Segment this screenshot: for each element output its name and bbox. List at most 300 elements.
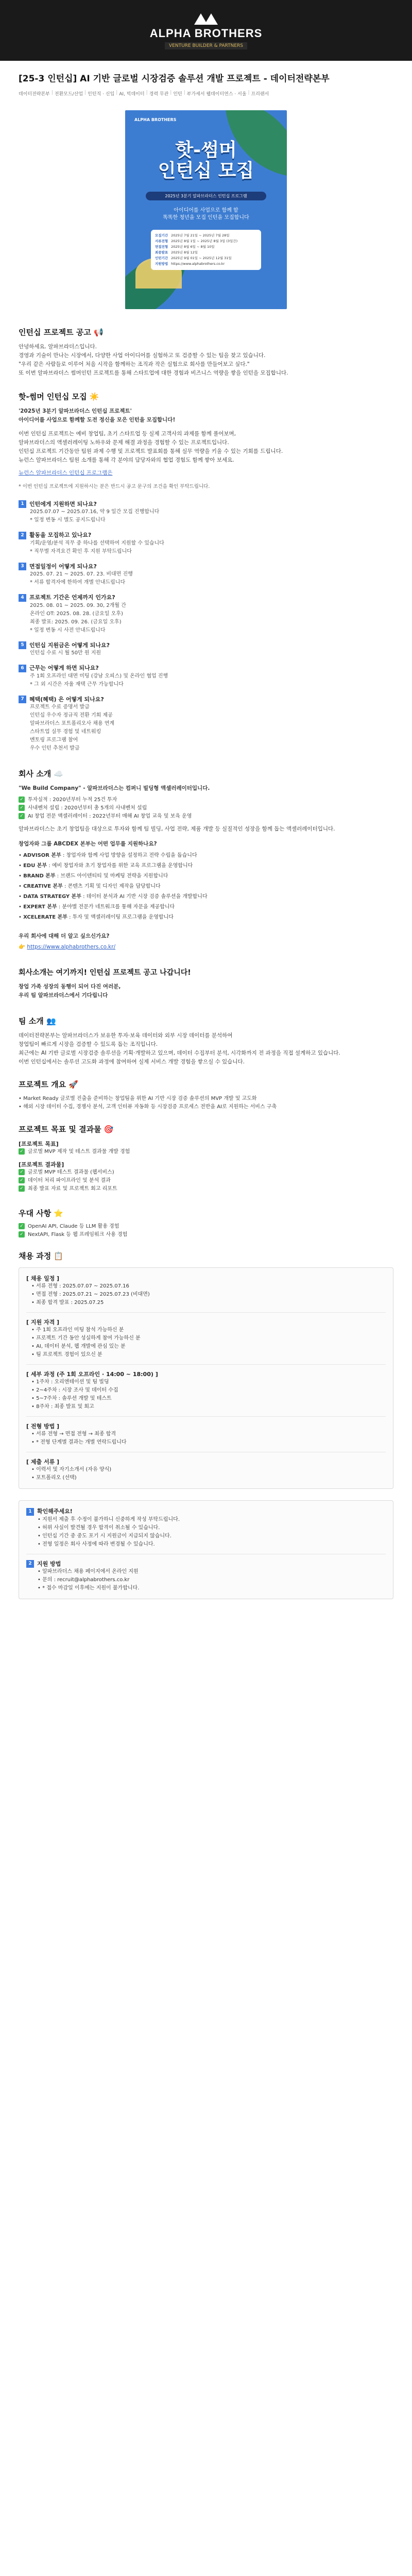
- goals-section: [0, 1124, 412, 1197]
- recruit-heading: 회사소개는 여기까지! 인턴십 프로젝트 공고 나갑니다!: [19, 969, 191, 977]
- intro-line: 안녕하세요. 알파브라더스입니다.: [19, 344, 97, 350]
- bullet-icon: •: [31, 1475, 37, 1481]
- check-icon: ✓: [19, 1169, 25, 1175]
- breadcrumb-item[interactable]: 인턴: [173, 92, 182, 97]
- note-line-text: 문의 : recruit@alphabrothers.co.kr: [42, 1577, 130, 1583]
- faq-answer: * 일정 변동 시 별도 공지드립니다: [30, 517, 106, 523]
- number-badge: 2: [26, 1560, 34, 1568]
- project-item-text: Market Ready 글로벌 진출을 준비하는 창업팀을 위한 AI 기반 시장 검증 솔루션의 MVP 개발 및 고도화: [23, 1096, 257, 1101]
- hiring-item: [26, 1430, 386, 1438]
- poster-schedule-key: 최종발표: [155, 250, 168, 255]
- division-name: EDU 본부: [23, 863, 47, 869]
- bullet-icon: •: [38, 1533, 43, 1539]
- breadcrumb-item[interactable]: 데이터전략본부: [19, 92, 50, 97]
- perks-section: [0, 1208, 412, 1239]
- project-list: [19, 1095, 393, 1111]
- vision-title: 창업자와 그룹 ABCDEX 본부는 어떤 업무를 지원하나요?: [19, 841, 157, 847]
- notes-section: [0, 1500, 412, 1599]
- note-line-text: 전형 일정은 회사 사정에 따라 변경될 수 있습니다.: [42, 1541, 155, 1547]
- bullet-icon: •: [19, 873, 24, 879]
- breadcrumb: [19, 90, 393, 97]
- bullet-icon: •: [31, 1300, 37, 1306]
- note-line: [26, 1532, 386, 1540]
- division-item: [19, 903, 393, 911]
- poster-schedule-row: [155, 244, 257, 250]
- hiring-item: [26, 1378, 386, 1386]
- faq-question: [19, 531, 393, 539]
- check-icon: ✓: [19, 813, 25, 819]
- note-line: [26, 1576, 386, 1584]
- hiring-group-title: [ 지원 자격 ]: [26, 1319, 60, 1326]
- number-badge: 7: [19, 696, 26, 703]
- faq-answer: 최종 발표: 2025. 09. 26. (금요일 오후): [30, 619, 122, 625]
- faq-question-text: 활동을 모집하고 있나요?: [29, 532, 92, 538]
- divider: [26, 1416, 386, 1417]
- faq-answer: 2025. 07. 21 ~ 2025. 07. 23. 비대면 진행: [30, 571, 133, 577]
- goals-heading: 프로젝트 목표 및 결과물 🎯: [19, 1125, 114, 1134]
- poster-schedule-value: https://www.alphabrothers.co.kr: [171, 262, 225, 266]
- check-icon: ✓: [19, 796, 25, 803]
- hiring-item: [26, 1386, 386, 1395]
- hiring-group-title: [ 전형 방법 ]: [26, 1423, 60, 1430]
- recruit-section: [0, 967, 412, 1000]
- bullet-icon: •: [31, 1404, 37, 1410]
- rocket-icon: 🚀: [68, 1080, 79, 1089]
- faq-question: [19, 500, 393, 509]
- company-fact: [19, 796, 393, 804]
- bullet-icon: •: [31, 1283, 37, 1289]
- poster-schedule-value: 2025년 8월 12일: [171, 250, 198, 255]
- hiring-item: [26, 1282, 386, 1291]
- faq-answer: * 일정 변동 시 사전 안내드립니다: [30, 627, 106, 633]
- division-desc: : 창업자와 함께 사업 방향을 설정하고 전략 수립을 돕습니다: [61, 853, 197, 858]
- poster-brand: ALPHA BROTHERS: [134, 117, 177, 122]
- hiring-item: [26, 1351, 386, 1359]
- faq-question: [19, 695, 393, 704]
- company-link[interactable]: https://www.alphabrothers.co.kr/: [27, 944, 116, 950]
- target-icon: 🎯: [104, 1125, 114, 1134]
- bullet-icon: •: [19, 853, 24, 858]
- bullet-icon: •: [38, 1585, 43, 1591]
- summer-line: 알파브라더스의 액셀러레이팅 노하우와 문제 해결 과정을 경험할 수 있는 프로젝트입니다.: [19, 439, 229, 446]
- faq-answer: 스타트업 실무 경험 및 네트워킹: [30, 729, 101, 735]
- faq-question-text: 면접일정이 어떻게 되나요?: [29, 563, 97, 570]
- intro-section: [0, 327, 412, 378]
- faq-item: [19, 664, 393, 689]
- company-fact: [19, 812, 393, 821]
- breadcrumb-item[interactable]: 전환모드/산업: [54, 92, 83, 97]
- note-line: [26, 1568, 386, 1576]
- summer-line: 인턴십 프로젝트 기간동안 팀원 과제 수행 및 프로젝트 발표회를 통해 실무 역량을 키울 수 있는 기회를 드립니다.: [19, 448, 283, 454]
- breadcrumb-item[interactable]: 경력 무관: [149, 92, 169, 97]
- note-title-text: 확인해주세요!: [37, 1508, 73, 1515]
- number-badge: 1: [26, 1508, 34, 1516]
- breadcrumb-item[interactable]: 부가세서 웹데이터연스 · 서울: [186, 92, 247, 97]
- project-heading: 프로젝트 개요 🚀: [19, 1080, 79, 1089]
- goal-item: [19, 1185, 393, 1193]
- breadcrumb-separator: |: [146, 90, 148, 95]
- goal-item: [19, 1148, 393, 1156]
- hiring-group-title: [ 제출 서류 ]: [26, 1459, 60, 1465]
- breadcrumb-separator: |: [51, 90, 53, 95]
- divider: [26, 1364, 386, 1365]
- bullet-icon: •: [19, 863, 24, 869]
- goal-group-title: [프로젝트 결과물]: [19, 1161, 64, 1168]
- bullet-icon: •: [31, 1379, 37, 1385]
- faq-answer: 2025.07.07 ~ 2025.07.16, 약 9 일간 모집 진행합니다: [30, 509, 160, 515]
- poster-headline-line: 인턴십 모집: [158, 160, 254, 181]
- faq-item: [19, 562, 393, 587]
- faq-item: [19, 593, 393, 635]
- bullet-icon: •: [31, 1396, 37, 1401]
- note-title: [26, 1507, 386, 1516]
- poster-pill: 2025년 3분기 알파브라더스 인턴십 프로그램: [146, 192, 266, 200]
- division-item: [19, 872, 393, 880]
- project-item-text: 해외 시장 데이터 수집, 경쟁사 분석, 고객 인터뷰 자동화 등 시장검증 프로세스 전반을 AI로 지원하는 서비스 구축: [23, 1104, 277, 1110]
- post-body: [0, 61, 412, 2576]
- recruit-sub: 우리 팀 알파브라더스에서 기다립니다: [19, 992, 108, 998]
- bullet-icon: •: [31, 1292, 37, 1297]
- poster-schedule-value: 2025년 8월 1일 ~ 2025년 8월 3일 (3일간): [171, 239, 238, 243]
- note-line-text: 지원서 제출 후 수정이 불가하니 신중하게 작성 부탁드립니다.: [42, 1516, 180, 1522]
- hiring-item-text: 최종 합격 발표 : 2025.07.25: [36, 1300, 104, 1306]
- summer-subtitle: '2025년 3분기 알파브라더스 인턴십 프로젝트': [19, 408, 132, 414]
- check-icon: ✓: [19, 1185, 25, 1192]
- company-fact-text: 투자실적 : 2020년부터 누적 25건 투자: [28, 797, 117, 803]
- number-badge: 2: [19, 532, 26, 539]
- check-icon: ✓: [19, 805, 25, 811]
- division-item: [19, 852, 393, 860]
- poster-schedule-row: [155, 250, 257, 256]
- hiring-item-text: 면접 전형 : 2025.07.21 ~ 2025.07.23 (비대면): [36, 1292, 150, 1297]
- team-text: [19, 1031, 393, 1066]
- perk-item-text: NextAPI, Flask 등 웹 프레임워크 사용 경험: [28, 1232, 128, 1238]
- faq-answer: 우수 인턴 추천서 발급: [30, 745, 80, 751]
- hiring-group-title: [ 세부 과정 (주 1회 오프라인 · 14:00 ~ 18:00) ]: [26, 1371, 158, 1378]
- goal-item-text: 데이터 처리 파이프라인 및 분석 결과: [28, 1178, 111, 1183]
- bullet-icon: •: [38, 1541, 43, 1547]
- project-item: [19, 1103, 393, 1111]
- faq-question: [19, 593, 393, 602]
- hiring-item-text: 이력서 및 자기소개서 (자유 양식): [36, 1467, 112, 1472]
- division-desc: : 예비 창업자와 초기 창업자를 위한 교육 프로그램을 운영합니다: [47, 863, 193, 869]
- hiring-item: [26, 1343, 386, 1351]
- company-motto: "We Build Company" - 알파브라더스는 컴퍼니 빌딩형 액셀러레이터입니다.: [19, 785, 210, 791]
- number-badge: 6: [19, 665, 26, 672]
- division-desc: : 데이터 분석과 AI 기반 시장 검증 솔루션을 개발합니다: [81, 894, 208, 900]
- hiring-item: [26, 1334, 386, 1343]
- faq-item: [19, 531, 393, 556]
- breadcrumb-item[interactable]: AI, 빅데이터: [119, 92, 145, 97]
- team-section: [0, 1015, 412, 1066]
- note-line: [26, 1584, 386, 1592]
- hiring-item-text: 팀 프로젝트 경험이 있으신 분: [36, 1352, 102, 1358]
- summer-notice-1: 뉴런스 알파브라더스 인턴십 프로그램은: [19, 470, 113, 476]
- poster-schedule-key: 모집기간: [155, 233, 168, 238]
- division-desc: : 분야별 전문가 네트워크를 통해 자문을 제공합니다: [57, 904, 175, 910]
- poster-schedule-value: 2025년 9월 01일 ~ 2025년 12월 31일: [171, 256, 232, 260]
- note-title-text: 지원 방법: [37, 1560, 61, 1567]
- notes-card: [19, 1500, 393, 1599]
- team-heading: 팀 소개 👥: [19, 1016, 56, 1026]
- poster-schedule-row: [155, 239, 257, 244]
- poster-schedule-value: 2025년 8월 6일 ~ 8월 10일: [171, 245, 215, 249]
- note-line-text: 허위 사실이 발견될 경우 합격이 취소될 수 있습니다.: [42, 1524, 160, 1531]
- faq-question-text: 인턴에게 지원하면 되나요?: [29, 500, 97, 507]
- note-line-text: 인턴십 기간 중 중도 포기 시 지원금이 지급되지 않습니다.: [42, 1533, 171, 1539]
- goal-item-text: 글로벌 MVP 테스트 결과물 (웹서비스): [28, 1170, 114, 1175]
- project-section: [0, 1079, 412, 1111]
- team-line: 최근에는 AI 기반 글로벌 시장검증 솔루션을 기획·개발하고 있으며, 데이터 수집부터 분석, 시각화까지 전 과정을 직접 설계하고 있습니다.: [19, 1050, 340, 1056]
- bullet-icon: •: [38, 1524, 43, 1531]
- check-icon: ✓: [19, 1231, 25, 1238]
- poster-schedule-row: [155, 233, 257, 239]
- faq-answer: * 직무별 자격요건 확인 후 지원 부탁드립니다: [30, 548, 132, 554]
- division-name: ADVISOR 본부: [23, 853, 61, 858]
- note-line: [26, 1524, 386, 1532]
- megaphone-icon: 📢: [94, 328, 104, 337]
- faq-answer: 프로젝트 수료 증명서 발급: [30, 704, 90, 710]
- hiring-item-text: 서류 전형 → 면접 전형 → 최종 합격: [36, 1431, 116, 1437]
- bullet-icon: •: [19, 894, 24, 900]
- hiring-section: [0, 1250, 412, 1489]
- faq-answer: 멘토링 프로그램 참여: [30, 737, 78, 743]
- note-line: [26, 1516, 386, 1524]
- note-line-text: 알파브라더스 채용 페이지에서 온라인 지원: [42, 1569, 139, 1574]
- bullet-icon: •: [31, 1335, 37, 1341]
- poster-schedule-card: [151, 230, 261, 270]
- division-name: BRAND 본부: [23, 873, 56, 879]
- company-more: 우리 회사에 대해 더 알고 싶으신가요?: [19, 933, 110, 939]
- summer-line: 이번 인턴십 프로젝트는 예비 창업팀, 초기 스타트업 등 실제 고객사의 과제를 함께 풀어보며,: [19, 431, 236, 437]
- bullet-icon: •: [19, 1104, 24, 1110]
- division-list: [19, 852, 393, 922]
- number-badge: 3: [19, 563, 26, 570]
- hiring-item-text: 프로젝트 기간 동안 성실하게 참여 가능하신 분: [36, 1335, 141, 1341]
- goal-item: [19, 1177, 393, 1185]
- division-name: DATA STRATEGY 본부: [23, 894, 81, 900]
- breadcrumb-separator: |: [116, 90, 118, 95]
- team-line: 창업팀이 빠르게 시장을 검증할 수 있도록 돕는 조직입니다.: [19, 1041, 158, 1047]
- faq-question: [19, 562, 393, 571]
- team-line: 데이터전략본부는 알파브라더스가 보유한 투자·보육 데이터와 외부 시장 데이터를 분석하여: [19, 1032, 233, 1039]
- perk-item: [19, 1231, 393, 1239]
- perk-item-text: OpenAI API, Claude 등 LLM 활용 경험: [28, 1224, 119, 1229]
- hiring-item-text: 2~4주차 : 시장 조사 및 데이터 수집: [36, 1387, 118, 1393]
- faq-answer: 온라인 OT: 2025. 08. 28. (금요일 오후): [30, 611, 123, 617]
- faq-question-text: 근무는 어떻게 하면 되나요?: [29, 665, 99, 671]
- poster-desc: [125, 207, 287, 222]
- breadcrumb-item[interactable]: 프리랜서: [251, 92, 269, 97]
- faq-answer: 주 1회 오프라인 대면 미팅 (강남 오피스) 및 온라인 협업 진행: [30, 673, 168, 679]
- hiring-item-text: 8주차 : 최종 발표 및 회고: [36, 1404, 94, 1410]
- faq-question-text: 혜택(혜택) 은 어떻게 되나요?: [29, 696, 104, 703]
- hiring-item: [26, 1299, 386, 1307]
- hiring-item-text: 서류 전형 : 2025.07.07 ~ 2025.07.16: [36, 1283, 129, 1289]
- perks-heading: 우대 사항 ⭐: [19, 1209, 64, 1218]
- hiring-heading: 채용 과정 📋: [19, 1251, 64, 1261]
- recruit-sub: 창업 가족 성장의 동행이 되어 다진 여러분,: [19, 984, 121, 990]
- hiring-item: [26, 1326, 386, 1334]
- note-title: [26, 1560, 386, 1568]
- company-section: [0, 768, 412, 952]
- number-badge: 1: [19, 500, 26, 508]
- note-line: [26, 1540, 386, 1549]
- faq-section: [0, 500, 412, 753]
- number-badge: 4: [19, 594, 26, 602]
- sun-icon: ☀️: [89, 392, 99, 401]
- goals-list: [19, 1140, 393, 1197]
- hiring-group-title: [ 채용 일정 ]: [26, 1275, 60, 1282]
- faq-item: [19, 695, 393, 753]
- intro-heading: 인턴십 프로젝트 공고 📢: [19, 328, 104, 337]
- goal-item: [19, 1168, 393, 1177]
- top-header: [0, 0, 412, 61]
- bullet-icon: •: [19, 884, 24, 889]
- poster-schedule-row: [155, 261, 257, 267]
- poster-schedule-key: 면접전형: [155, 245, 168, 249]
- hiring-item: [26, 1474, 386, 1482]
- hiring-item: [26, 1403, 386, 1411]
- check-icon: ✓: [19, 1223, 25, 1229]
- number-badge: 5: [19, 641, 26, 649]
- division-item: [19, 862, 393, 870]
- bullet-icon: •: [31, 1439, 37, 1445]
- hiring-item-text: * 전형 단계별 결과는 개별 연락드립니다: [36, 1439, 127, 1445]
- cloud-icon: ☁️: [54, 769, 64, 778]
- poster-schedule-key: 인턴기간: [155, 256, 168, 260]
- people-icon: 👥: [46, 1016, 56, 1026]
- hiring-item-text: 주 1회 오프라인 미팅 참석 가능하신 분: [36, 1327, 124, 1333]
- hiring-item: [26, 1466, 386, 1474]
- summer-text: [19, 430, 393, 465]
- summer-section: [0, 391, 412, 490]
- company-link-row: [19, 943, 393, 952]
- intro-line: 경영과 기술이 만나는 시장에서, 다양한 사업 아이디어를 실험하고 또 검증할 수 있는 팀을 찾고 있습니다.: [19, 352, 266, 359]
- check-icon: ✓: [19, 1148, 25, 1155]
- company-fact-text: 사내벤처 설립 : 2020년부터 총 5개의 사내벤처 설립: [28, 805, 147, 811]
- poster-schedule-row: [155, 256, 257, 261]
- logo-text: ALPHA BROTHERS: [149, 27, 263, 40]
- bullet-icon: •: [38, 1569, 43, 1574]
- bullet-icon: •: [38, 1516, 43, 1522]
- company-heading: 회사 소개 ☁️: [19, 769, 64, 778]
- faq-answer: 알파브라더스 포트폴리오사 채용 연계: [30, 721, 115, 726]
- faq-item: [19, 641, 393, 658]
- faq-answer: * 서류 합격자에 한하여 개별 안내드립니다: [30, 580, 126, 585]
- division-name: CREATIVE 본부: [23, 884, 63, 889]
- hiring-card: [19, 1267, 393, 1489]
- faq-answer: 인턴십 우수자 정규직 전환 기회 제공: [30, 713, 113, 718]
- faq-answer: 2025. 08. 01 ~ 2025. 09. 30, 2개월 간: [30, 602, 126, 608]
- poster-desc-line: 똑똑한 청년을 모집 인턴을 모집합니다: [163, 215, 249, 221]
- summer-notice-2: * 이번 인턴십 프로젝트에 지원하시는 분은 반드시 공고 문구의 조건을 확인 부탁드립니다.: [19, 483, 210, 489]
- bullet-icon: •: [19, 1096, 24, 1101]
- faq-answer: * 그 외 시간은 자율 재택 근무 가능합니다: [30, 681, 124, 687]
- team-line: 이번 인턴십에서는 솔루션 고도화 과정에 참여하여 실제 서비스 개발 경험을 쌓으실 수 있습니다.: [19, 1059, 245, 1065]
- bullet-icon: •: [38, 1577, 43, 1583]
- faq-item: [19, 500, 393, 525]
- faq-answer: 인턴십 수료 시 월 50만 원 지원: [30, 650, 101, 656]
- intro-text: [19, 343, 393, 378]
- clipboard-icon: 📋: [54, 1251, 64, 1261]
- division-desc: : 투자 및 액셀러레이팅 프로그램을 운영합니다: [67, 914, 174, 920]
- hiring-item-text: 1주차 : 오리엔테이션 및 팀 빌딩: [36, 1379, 109, 1385]
- hiring-item-text: 포트폴리오 (선택): [36, 1475, 77, 1481]
- star-icon: ⭐: [54, 1209, 64, 1218]
- poster-desc-line: 아이디어를 사업으로 함께 할: [174, 208, 238, 213]
- bullet-icon: •: [19, 914, 24, 920]
- company-fact: [19, 804, 393, 812]
- division-item: [19, 893, 393, 901]
- poster-schedule-key: 서류전형: [155, 239, 168, 243]
- faq-question-text: 프로젝트 기간은 언제까지 인가요?: [29, 594, 115, 601]
- perk-item: [19, 1223, 393, 1231]
- hiring-item: [26, 1291, 386, 1299]
- intro-line: "우리 같은 사람들로 이루어 처음 시작을 함께하는 조직과 작은 실험으로 회사를 만들어보고 싶다.": [19, 361, 250, 367]
- logo-mountain-icon: [194, 11, 218, 25]
- bullet-icon: •: [31, 1467, 37, 1472]
- breadcrumb-separator: |: [248, 90, 250, 95]
- hiring-item: [26, 1395, 386, 1403]
- poster-headline-line: 핫-썸머: [175, 140, 237, 161]
- note-line-text: * 접수 마감일 이후에는 지원이 불가합니다.: [42, 1585, 140, 1591]
- hiring-item-text: AI, 데이터 분석, 웹 개발에 관심 있는 분: [36, 1344, 126, 1349]
- company-fact-text: AI 창업 전문 액셀러레이터 : 2022년부터 매해 AI 창업 교육 및 보육 운영: [28, 814, 192, 819]
- breadcrumb-separator: |: [183, 90, 185, 95]
- company-paragraph: 알파브라더스는 초기 창업팀을 대상으로 투자와 함께 팀 빌딩, 사업 전략, 제품 개발 등 실질적인 성장을 함께 돕는 액셀러레이터입니다.: [19, 826, 335, 832]
- hiring-item: [26, 1438, 386, 1447]
- poster-headline: [125, 140, 287, 181]
- breadcrumb-separator: |: [170, 90, 172, 95]
- bullet-icon: •: [31, 1387, 37, 1393]
- division-item: [19, 883, 393, 891]
- faq-question-text: 인턴십 지원금은 어떻게 되나요?: [29, 641, 110, 649]
- intro-line: 또 이번 알파브라더스 썸머인턴 프로젝트를 통해 스타트업에 대한 경험과 비즈니스 역량을 쌓을 인턴을 모집합니다.: [19, 370, 288, 376]
- summer-subtitle-2: 아이디어를 사업으로 함께할 도전 정신을 모은 인턴을 모집합니다!: [19, 417, 176, 423]
- hiring-item-text: 5~7주차 : 솔루션 개발 및 테스트: [36, 1396, 112, 1401]
- summer-heading: 핫-썸머 인턴십 모집 ☀️: [19, 392, 99, 401]
- divider: [26, 1312, 386, 1313]
- division-name: XCELERATE 본부: [23, 914, 67, 920]
- bullet-icon: •: [31, 1352, 37, 1358]
- bullet-icon: •: [31, 1344, 37, 1349]
- faq-answer: 기획/운영/분석 직무 중 하나를 선택하여 지원할 수 있습니다: [30, 540, 164, 546]
- bullet-icon: •: [31, 1431, 37, 1437]
- bullet-icon: •: [19, 904, 24, 910]
- check-icon: ✓: [19, 1177, 25, 1183]
- division-item: [19, 913, 393, 922]
- goal-group-title: [프로젝트 목표]: [19, 1141, 59, 1147]
- division-name: EXPERT 본부: [23, 904, 57, 910]
- summer-line: 뉴런스 알파브라더스 팀원 소개를 통해 각 분야의 담당자와의 협업 경험도 함께 쌓아 보세요.: [19, 457, 234, 463]
- poster-schedule-value: 2025년 7월 21일 ~ 2025년 7월 28일: [171, 233, 230, 238]
- faq-question: [19, 641, 393, 650]
- division-desc: : 콘텐츠 기획 및 디자인 제작을 담당합니다: [62, 884, 161, 889]
- division-desc: : 브랜드 아이덴티티 및 마케팅 전략을 지원합니다: [55, 873, 168, 879]
- poster-schedule-key: 지원방법: [155, 262, 168, 266]
- breadcrumb-item[interactable]: 인턴직 · 신입: [88, 92, 115, 97]
- post-header: [0, 61, 412, 97]
- project-item: [19, 1095, 393, 1103]
- perks-list: [19, 1223, 393, 1239]
- goal-item-text: 최종 발표 자료 및 프로젝트 회고 리포트: [28, 1186, 117, 1192]
- faq-question: [19, 664, 393, 672]
- goal-item-text: 글로벌 MVP 제작 및 테스트 결과물 개발 경험: [28, 1149, 130, 1155]
- bullet-icon: •: [31, 1327, 37, 1333]
- poster-image: [125, 110, 287, 309]
- logo-subtitle: VENTURE BUILDER & PARTNERS: [165, 42, 247, 49]
